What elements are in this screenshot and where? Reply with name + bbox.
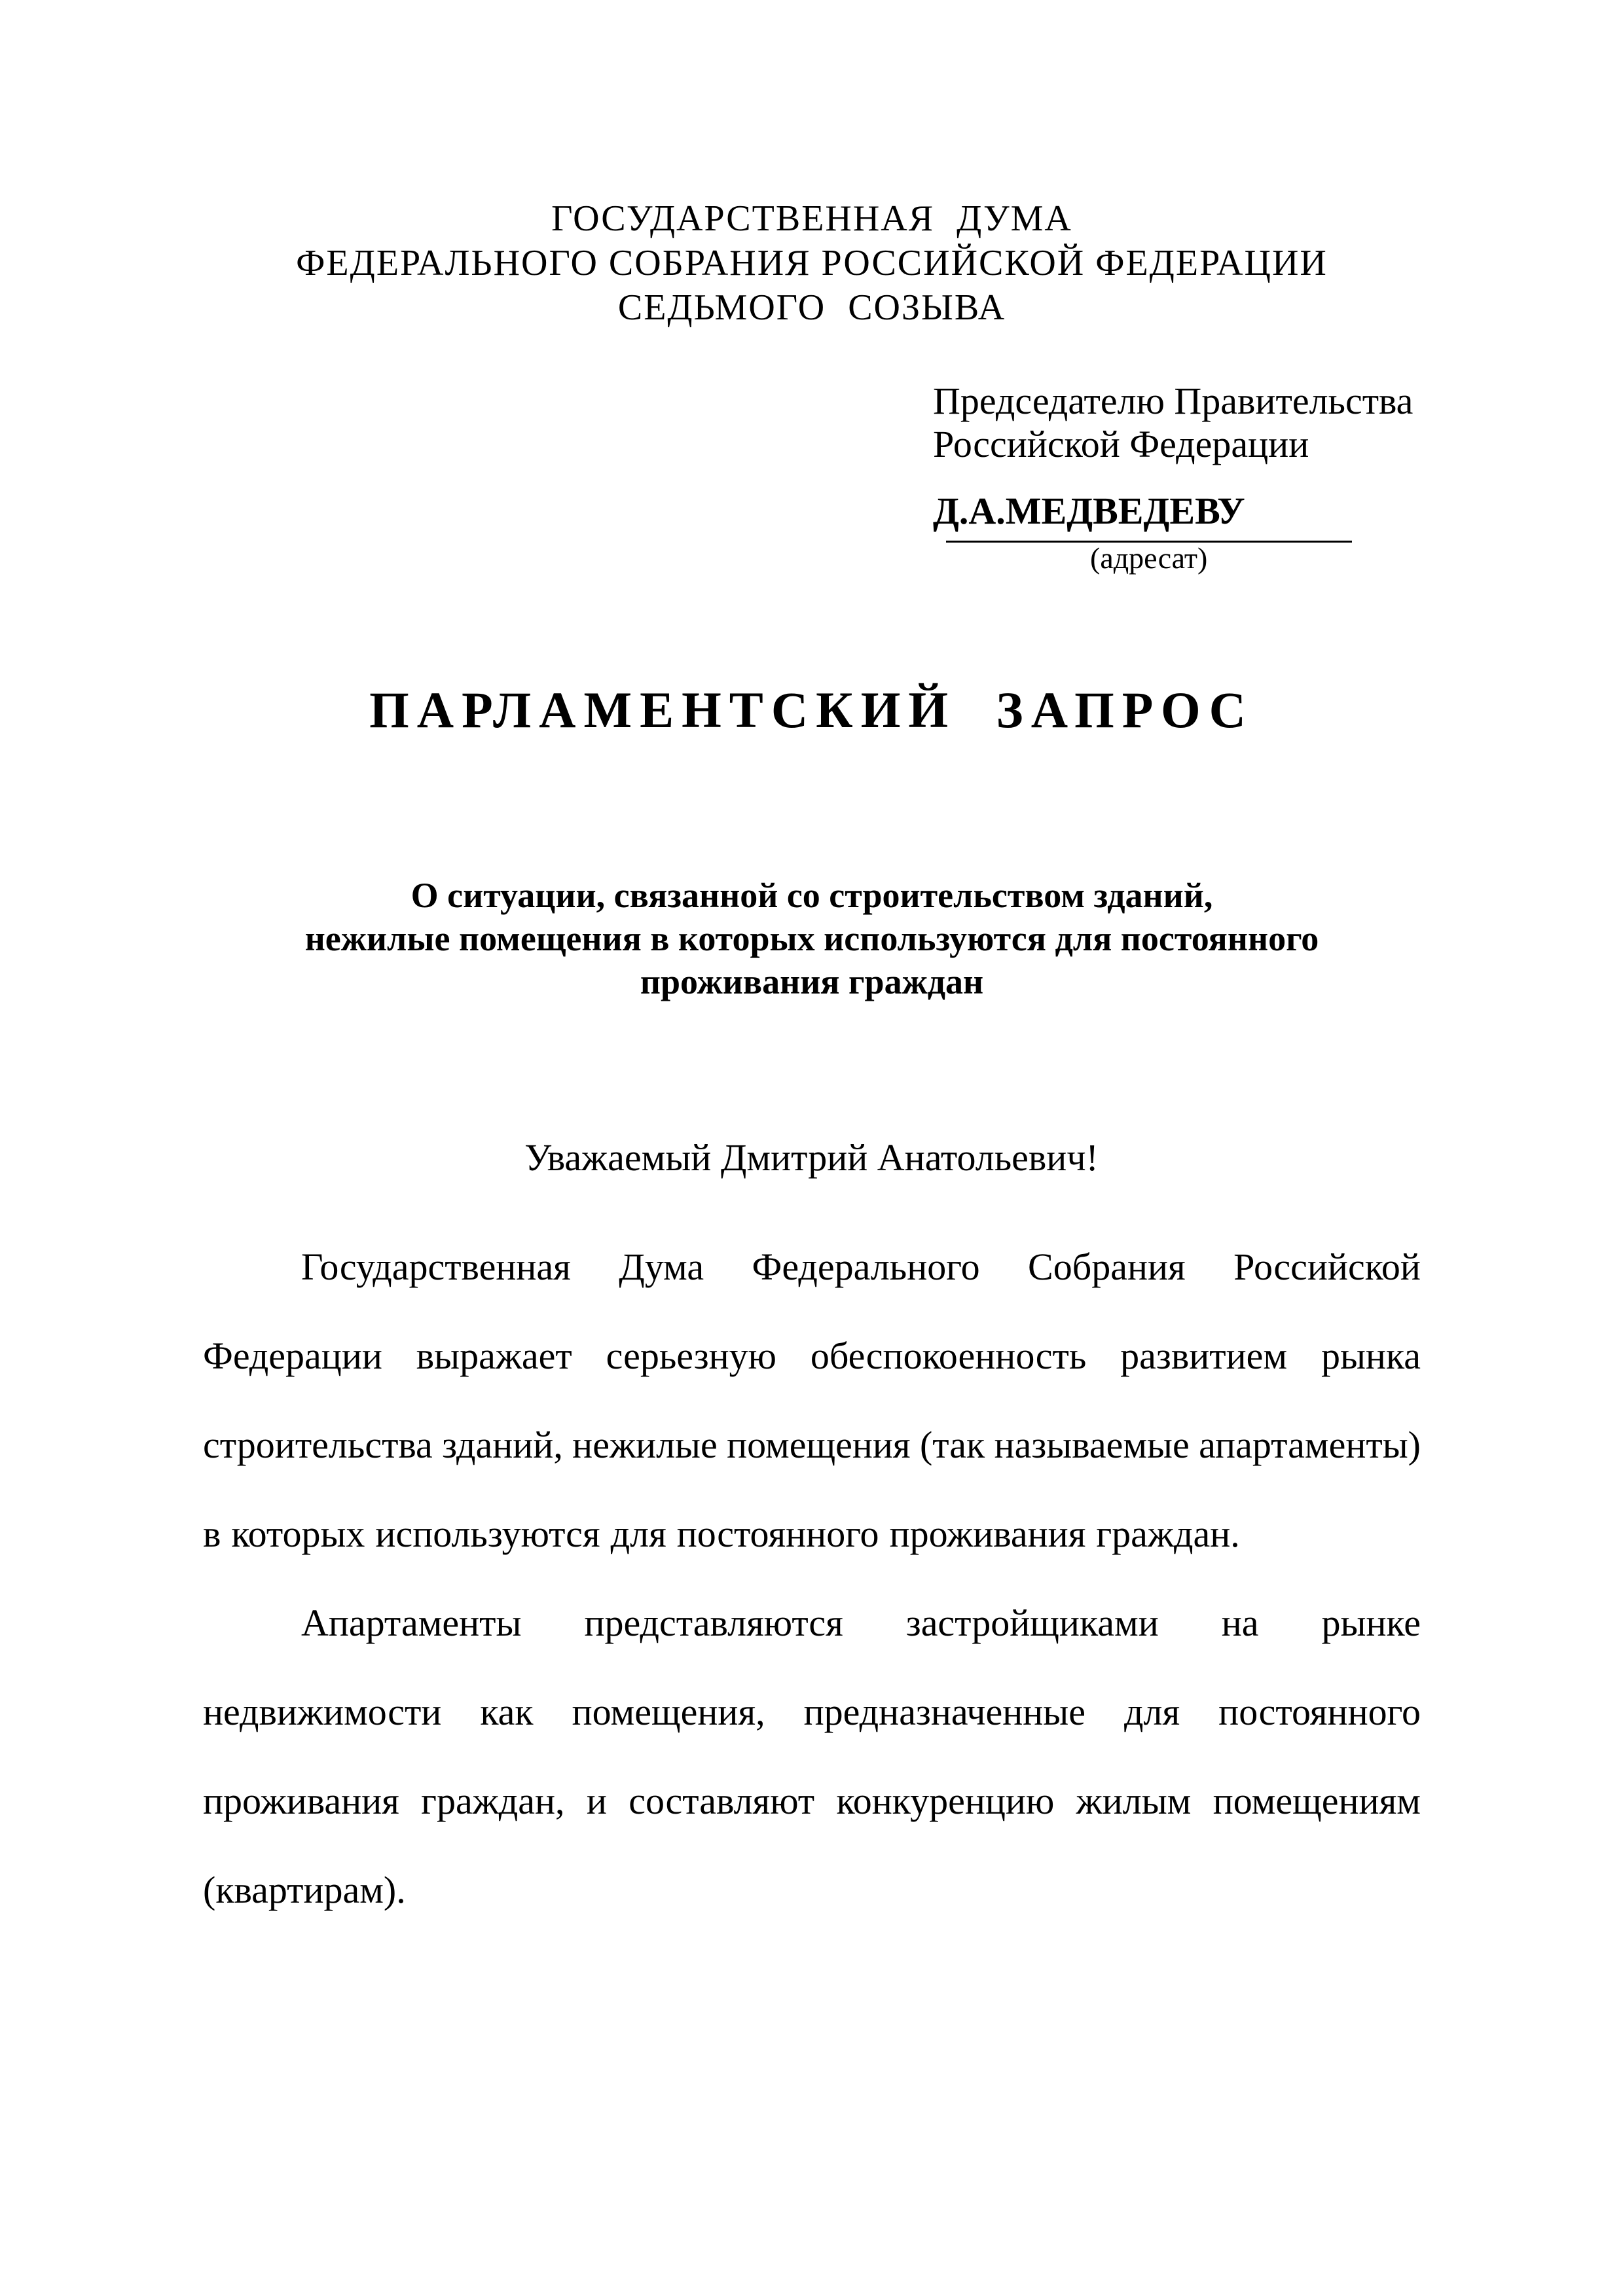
salutation: Уважаемый Дмитрий Анатольевич!	[524, 1136, 1099, 1179]
body-word: Федерации	[203, 1335, 382, 1377]
header-line-assembly: ФЕДЕРАЛЬНОГО СОБРАНИЯ РОССИЙСКОЙ ФЕДЕРАЦИИ	[296, 243, 1328, 283]
body-word: недвижимости	[203, 1691, 442, 1733]
body-line	[203, 1511, 1421, 1600]
body-word: (квартирам).	[203, 1869, 406, 1911]
body-word: составляют	[629, 1780, 815, 1822]
addressee-position-line2: Российской Федерации	[933, 423, 1309, 465]
body-word: граждан.	[1096, 1513, 1240, 1555]
body-word: Российской	[1233, 1246, 1421, 1288]
body-word: зданий,	[442, 1424, 563, 1466]
header-line-convocation: СЕДЬМОГО СОЗЫВА	[617, 287, 1006, 328]
body-word: граждан,	[421, 1780, 565, 1822]
body-line	[203, 1333, 1421, 1422]
document-title: ПАРЛАМЕНТСКИЙ ЗАПРОС	[369, 681, 1254, 738]
addressee-block	[933, 380, 1444, 575]
subject-line: О ситуации, связанной со строительством зданий,	[410, 876, 1213, 915]
body-line	[203, 1422, 1421, 1511]
body-word: строительства	[203, 1424, 433, 1466]
issuer-header	[196, 196, 1427, 330]
body-word: используются	[375, 1513, 600, 1555]
body-word: помещения,	[572, 1691, 765, 1733]
body-word: и	[586, 1780, 607, 1822]
body-line	[203, 1244, 1421, 1333]
body-word: называемые	[994, 1424, 1190, 1466]
addressee-position-line1: Председателю Правительства	[933, 380, 1413, 422]
body-word: для	[1124, 1691, 1180, 1733]
body-line	[203, 1600, 1421, 1689]
body-word: постоянного	[676, 1513, 879, 1555]
body-word: рынке	[1321, 1602, 1421, 1644]
body-word: Государственная	[301, 1246, 571, 1288]
body-word: развитием	[1120, 1335, 1288, 1377]
body-word: постоянного	[1218, 1691, 1421, 1733]
body-word: застройщиками	[905, 1602, 1159, 1644]
body-word: апартаменты)	[1199, 1424, 1421, 1466]
body-word: Апартаменты	[301, 1602, 522, 1644]
body-line	[203, 1689, 1421, 1778]
body-word: серьезную	[606, 1335, 777, 1377]
body-word: проживания	[203, 1780, 399, 1822]
body-word: Собрания	[1028, 1246, 1186, 1288]
subject-line: проживания граждан	[640, 962, 984, 1001]
header-line-duma: ГОСУДАРСТВЕННАЯ ДУМА	[551, 198, 1072, 239]
body-word: (так	[919, 1424, 985, 1466]
body-word: которых	[231, 1513, 365, 1555]
addressee-name: Д.А.МЕДВЕДЕВУ	[933, 490, 1245, 532]
body-word: Дума	[619, 1246, 704, 1288]
body-word: на	[1221, 1602, 1259, 1644]
body-word: конкуренцию	[836, 1780, 1055, 1822]
body-word: представляются	[584, 1602, 843, 1644]
body-word: выражает	[416, 1335, 572, 1377]
body-word: проживания	[889, 1513, 1086, 1555]
body-word: как	[480, 1691, 534, 1733]
body-word: Федерального	[752, 1246, 980, 1288]
body-text	[203, 1244, 1421, 1956]
body-word: помещениям	[1213, 1780, 1421, 1822]
body-line	[203, 1778, 1421, 1867]
body-word: в	[203, 1513, 221, 1555]
body-word: жилым	[1076, 1780, 1192, 1822]
body-word: для	[610, 1513, 666, 1555]
body-word: рынка	[1321, 1335, 1421, 1377]
document-subject	[196, 874, 1427, 1003]
subject-line: нежилые помещения в которых используются для постоянного	[304, 919, 1319, 958]
body-word: обеспокоенность	[810, 1335, 1087, 1377]
addressee-caption: (адресат)	[1090, 541, 1208, 575]
body-word: предназначенные	[803, 1691, 1086, 1733]
body-word: помещения	[727, 1424, 911, 1466]
body-word: нежилые	[572, 1424, 718, 1466]
body-line	[203, 1867, 1421, 1956]
